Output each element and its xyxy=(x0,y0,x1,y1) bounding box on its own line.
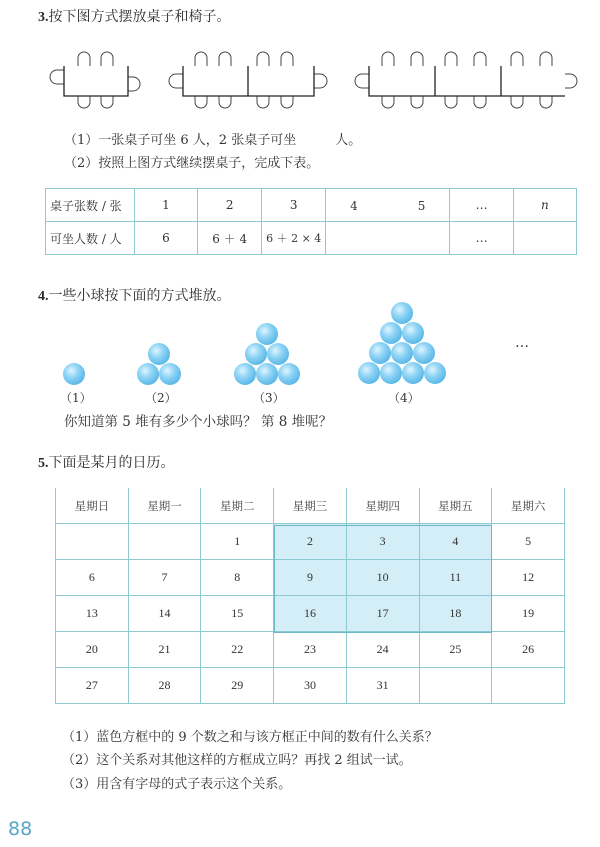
calendar-day xyxy=(419,668,492,704)
calendar-day: 30 xyxy=(274,668,347,704)
calendar-week-row xyxy=(56,596,565,632)
problem-number: 3. xyxy=(38,10,49,25)
table-row xyxy=(46,222,577,255)
ball xyxy=(63,363,85,385)
calendar-day: 7 xyxy=(128,560,201,596)
calendar-day-highlighted: 16 xyxy=(274,596,347,632)
ball xyxy=(245,343,267,365)
table-row xyxy=(46,189,577,222)
pile-label-4: （4） xyxy=(388,391,420,405)
ball xyxy=(159,363,181,385)
table-cell: 2 xyxy=(198,189,262,222)
pile-label-1: （1） xyxy=(60,391,92,405)
calendar-day: 27 xyxy=(56,668,129,704)
calendar-day: 6 xyxy=(56,560,129,596)
calendar-day: 22 xyxy=(201,632,274,668)
calendar-day-highlighted: 3 xyxy=(346,524,419,560)
ball xyxy=(256,363,278,385)
problem-text: 一些小球按下面的方式堆放。 xyxy=(48,288,231,304)
calendar-day xyxy=(128,524,201,560)
problem-number: 4. xyxy=(38,289,49,304)
problem-4-question: 你知道第 5 堆有多少个小球吗？ 第 8 堆呢？ xyxy=(64,414,333,430)
problem-3-title xyxy=(38,8,231,27)
calendar-day: 29 xyxy=(201,668,274,704)
problem-text: 下面是某月的日历。 xyxy=(48,455,175,471)
calendar-day: 5 xyxy=(492,524,565,560)
ball xyxy=(413,342,435,364)
ball xyxy=(402,362,424,384)
tables-people-table xyxy=(45,188,577,255)
ball xyxy=(380,362,402,384)
calendar-day: 15 xyxy=(201,596,274,632)
calendar-day-highlighted: 4 xyxy=(419,524,492,560)
table-cell: 6 xyxy=(134,222,197,255)
calendar-header-row xyxy=(56,488,565,524)
table-diagram-3 xyxy=(352,44,572,112)
ball xyxy=(267,343,289,365)
table-cell: … xyxy=(450,189,513,222)
weekday-header: 星期一 xyxy=(128,488,201,524)
calendar-day: 14 xyxy=(128,596,201,632)
calendar-day-highlighted: 17 xyxy=(346,596,419,632)
pile-label-3: （3） xyxy=(253,391,285,405)
calendar-week-row xyxy=(56,632,565,668)
problem-5-question-3: （3）用含有字母的式子表示这个关系。 xyxy=(62,777,292,792)
ball xyxy=(358,362,380,384)
ball xyxy=(234,363,256,385)
answer-cell[interactable] xyxy=(326,222,450,255)
row-label: 桌子张数 / 张 xyxy=(46,189,135,222)
weekday-header: 星期三 xyxy=(274,488,347,524)
pile-label-2: （2） xyxy=(145,391,177,405)
table-cell: … xyxy=(450,222,513,255)
calendar-day-highlighted: 11 xyxy=(419,560,492,596)
calendar-day-highlighted: 18 xyxy=(419,596,492,632)
calendar-day xyxy=(56,524,129,560)
calendar-day-highlighted: 10 xyxy=(346,560,419,596)
weekday-header: 星期五 xyxy=(419,488,492,524)
calendar-day-highlighted: 2 xyxy=(274,524,347,560)
ball xyxy=(391,342,413,364)
page-number: 88 xyxy=(8,818,33,840)
problem-number: 5. xyxy=(38,456,49,471)
calendar xyxy=(55,488,565,704)
answer-cell[interactable] xyxy=(513,222,576,255)
calendar-week-row xyxy=(56,668,565,704)
problem-3-question-2: （2）按照上图方式继续摆桌子，完成下表。 xyxy=(64,156,320,171)
weekday-header: 星期二 xyxy=(201,488,274,524)
problem-5-question-2: （2）这个关系对其他这样的方框成立吗？再找 2 组试一试。 xyxy=(62,753,412,768)
calendar-day: 25 xyxy=(419,632,492,668)
calendar-day: 26 xyxy=(492,632,565,668)
ball xyxy=(148,343,170,365)
ball xyxy=(380,322,402,344)
calendar-day-highlighted: 9 xyxy=(274,560,347,596)
problem-5-question-1: （1）蓝色方框中的 9 个数之和与该方框正中间的数有什么关系？ xyxy=(62,730,438,745)
table-cell: 4 5 xyxy=(326,189,450,222)
table-cell: 1 xyxy=(134,189,197,222)
table-diagram-1 xyxy=(45,44,145,112)
ellipsis: … xyxy=(515,335,529,351)
calendar-week-row xyxy=(56,560,565,596)
ball xyxy=(402,322,424,344)
table-cell: 6 ＋ 4 xyxy=(198,222,262,255)
ball xyxy=(391,302,413,324)
table-cell: 6 ＋ 2 × 4 xyxy=(262,222,326,255)
calendar-day: 12 xyxy=(492,560,565,596)
ball xyxy=(278,363,300,385)
calendar-day: 19 xyxy=(492,596,565,632)
ball xyxy=(256,323,278,345)
table-diagram-2 xyxy=(164,44,344,112)
weekday-header: 星期四 xyxy=(346,488,419,524)
table-cell: n xyxy=(513,189,576,222)
calendar-day: 13 xyxy=(56,596,129,632)
problem-text: 按下图方式摆放桌子和椅子。 xyxy=(48,9,231,25)
calendar-day: 23 xyxy=(274,632,347,668)
calendar-day: 28 xyxy=(128,668,201,704)
calendar-day: 31 xyxy=(346,668,419,704)
calendar-day xyxy=(492,668,565,704)
ball xyxy=(137,363,159,385)
calendar-day: 21 xyxy=(128,632,201,668)
calendar-day: 8 xyxy=(201,560,274,596)
table-cell: 3 xyxy=(262,189,326,222)
ball xyxy=(424,362,446,384)
ball xyxy=(369,342,391,364)
problem-3-question-1: （1）一张桌子可坐 6 人，2 张桌子可坐 人。 xyxy=(64,133,362,148)
calendar-week-row xyxy=(56,524,565,560)
problem-4-title xyxy=(38,287,231,306)
calendar-day: 1 xyxy=(201,524,274,560)
calendar-day: 24 xyxy=(346,632,419,668)
weekday-header: 星期六 xyxy=(492,488,565,524)
problem-5-title xyxy=(38,454,175,473)
row-label: 可坐人数 / 人 xyxy=(46,222,135,255)
weekday-header: 星期日 xyxy=(56,488,129,524)
calendar-day: 20 xyxy=(56,632,129,668)
